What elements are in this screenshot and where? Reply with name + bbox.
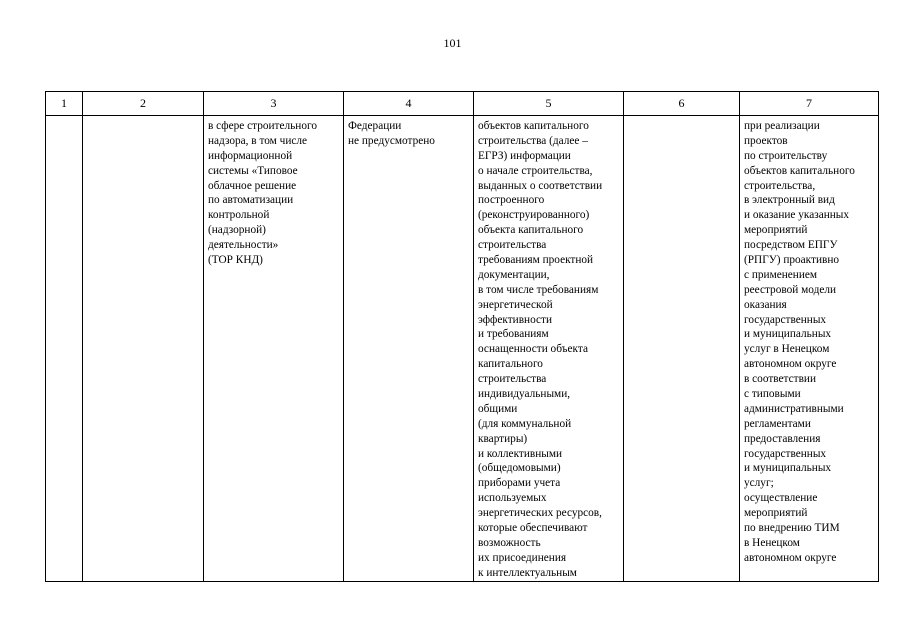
cell-text-line: по внедрению ТИМ	[744, 522, 840, 535]
cell-text-line: услуг;	[744, 477, 774, 490]
cell-text-line: надзора, в том числе	[208, 134, 308, 147]
cell-text-line: (надзорной)	[208, 224, 266, 237]
cell-text-line: (РПГУ) проактивно	[744, 254, 840, 267]
cell-col-7	[740, 116, 879, 582]
cell-text-line: и требованиям	[478, 328, 549, 341]
cell-text-line: объектов капитального	[478, 120, 589, 132]
cell-text-line: оснащенности объекта	[478, 343, 588, 356]
cell-text-line: контрольной	[208, 209, 270, 222]
cell-text-line: деятельности»	[208, 239, 279, 252]
cell-text-line: построенного	[478, 194, 545, 207]
cell-text-line: мероприятий	[744, 224, 808, 237]
header-col-3: 3	[204, 92, 344, 116]
cell-text-line: проектов	[744, 134, 788, 147]
header-col-1: 1	[46, 92, 83, 116]
header-col-7: 7	[740, 92, 879, 116]
cell-col-4	[344, 116, 474, 582]
cell-text-line: в том числе требованиям	[478, 283, 599, 296]
cell-text-line: с типовыми	[744, 388, 801, 401]
cell-text-line: услуг в Ненецком	[744, 343, 830, 356]
cell-text-line: приборами учета	[478, 477, 561, 490]
cell-text-line: индивидуальными,	[478, 388, 571, 401]
cell-col-1	[46, 116, 83, 582]
cell-text-line: (ТОР КНД)	[208, 254, 263, 267]
cell-text-line: объектов капитального	[744, 164, 855, 177]
cell-text-line: ЕГРЗ) информации	[478, 149, 571, 162]
cell-text-line: квартиры)	[478, 432, 528, 445]
cell-text-line: автономном округе	[744, 358, 837, 371]
cell-text-line: (реконструированного)	[478, 209, 590, 222]
cell-text-line: информационной	[208, 149, 293, 162]
cell-text-line: Федерации	[348, 120, 402, 132]
cell-text-line: их присоединения	[478, 551, 567, 564]
cell-text-line: и коллективными	[478, 447, 563, 460]
cell-text-line: системы «Типовое	[208, 164, 298, 177]
cell-text-line: эффективности	[478, 313, 552, 326]
header-col-4: 4	[344, 92, 474, 116]
cell-text-line: (для коммунальной	[478, 417, 572, 430]
cell-col-6	[624, 116, 740, 582]
cell-text-line: которые обеспечивают	[478, 522, 588, 535]
cell-col-2	[83, 116, 204, 582]
cell-col-5	[474, 116, 624, 582]
cell-text-line: по строительству	[744, 149, 828, 162]
cell-text-line: предоставления	[744, 432, 821, 445]
header-col-5: 5	[474, 92, 624, 116]
cell-text-line: капитального	[478, 358, 543, 371]
cell-text-line: мероприятий	[744, 507, 808, 520]
cell-text-line: к интеллектуальным	[478, 566, 577, 579]
header-col-2: 2	[83, 92, 204, 116]
cell-text-line: и муниципальных	[744, 328, 832, 341]
cell-text-line: и муниципальных	[744, 462, 832, 475]
main-table	[45, 91, 879, 582]
cell-text-line: регламентами	[744, 417, 811, 430]
cell-text-line: при реализации	[744, 120, 820, 132]
cell-text-line: посредством ЕПГУ	[744, 239, 838, 252]
cell-text-line: используемых	[478, 492, 547, 505]
cell-text-line: общими	[478, 402, 518, 415]
cell-col-3	[204, 116, 344, 582]
cell-text-line: выданных о соответствии	[478, 179, 603, 192]
cell-text-line: автономном округе	[744, 551, 837, 564]
cell-text-line: в сфере строительного	[208, 120, 317, 132]
cell-text-line: государственных	[744, 447, 827, 460]
cell-text-line: административными	[744, 402, 844, 415]
cell-text-line: не предусмотрено	[348, 134, 435, 147]
cell-text-line: (общедомовыми)	[478, 462, 561, 475]
cell-text-line: строительства	[478, 239, 547, 252]
cell-text-line: с применением	[744, 268, 818, 281]
cell-text-line: по автоматизации	[208, 194, 294, 207]
cell-text-line: осуществление	[744, 492, 818, 505]
cell-text-line: строительства (далее –	[478, 134, 588, 147]
header-row	[46, 92, 879, 116]
cell-text-line: в Ненецком	[744, 536, 800, 549]
cell-text-line: облачное решение	[208, 179, 297, 192]
cell-text-line: в соответствии	[744, 373, 816, 386]
cell-text-line: о начале строительства,	[478, 164, 593, 177]
header-col-6: 6	[624, 92, 740, 116]
page-number: 101	[443, 36, 462, 50]
cell-text-line: возможность	[478, 536, 541, 549]
cell-text-line: энергетической	[478, 298, 553, 311]
cell-text-line: строительства,	[744, 179, 816, 192]
cell-text-line: объекта капитального	[478, 224, 584, 237]
cell-text-line: и оказание указанных	[744, 209, 850, 222]
table-row	[46, 116, 879, 582]
cell-text-line: энергетических ресурсов,	[478, 507, 602, 520]
cell-text-line: реестровой модели	[744, 283, 837, 296]
cell-text-line: требованиям проектной	[478, 254, 594, 267]
cell-text-line: государственных	[744, 313, 827, 326]
cell-text-line: документации,	[478, 268, 550, 281]
cell-text-line: оказания	[744, 298, 787, 311]
cell-text-line: строительства	[478, 373, 547, 386]
cell-text-line: в электронный вид	[744, 194, 835, 207]
